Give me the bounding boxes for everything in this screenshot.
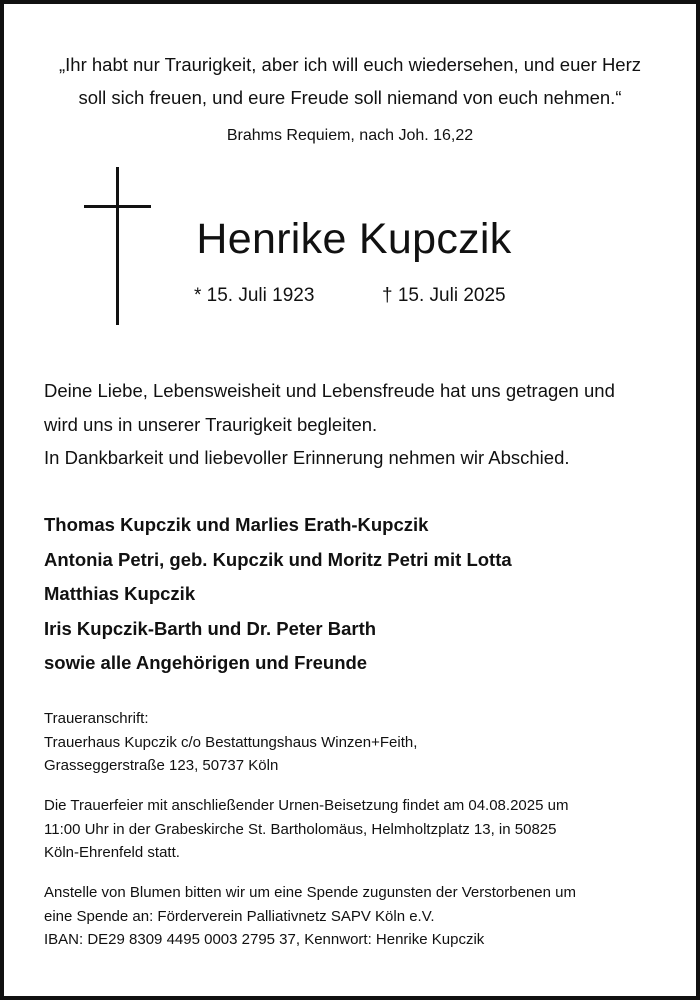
farewell-message (44, 374, 657, 475)
quote-source: Brahms Requiem, nach Joh. 16,22 (226, 127, 474, 144)
funeral-ceremony-info (44, 794, 666, 865)
cross-horizontal-bar (84, 205, 151, 208)
donation-line-2: eine Spende an: Förderverein Palliativnetz SAPV Köln e.V. (44, 907, 435, 925)
mourner-name: Iris Kupczik-Barth und Dr. Peter Barth (44, 617, 377, 639)
donation-line-3: IBAN: DE29 8309 4495 0003 2795 37, Kennwort: Henrike Kupczik (44, 931, 485, 948)
mourner-name: Thomas Kupczik und Marlies Erath-Kupczik (44, 514, 429, 535)
quote-line-2: soll sich freuen, und eure Freude soll niemand von euch nehmen.“ (78, 87, 622, 108)
death-date: † 15. Juli 2025 (382, 285, 506, 306)
deceased-name: Henrike Kupczik (196, 215, 512, 263)
address-line-1: Trauerhaus Kupczik c/o Bestattungshaus Winzen+Feith, (44, 733, 418, 751)
mourner-name: sowie alle Angehörigen und Freunde (44, 652, 368, 673)
mourner-name: Antonia Petri, geb. Kupczik und Moritz Petri mit Lotta (44, 548, 512, 570)
bible-quote (24, 48, 676, 114)
ceremony-line-3: Köln-Ehrenfeld statt. (44, 844, 180, 861)
mourner-name: Matthias Kupczik (44, 583, 196, 604)
quote-line-1: „Ihr habt nur Traurigkeit, aber ich will euch wiedersehen, und euer Herz (58, 54, 642, 75)
mourners-list (44, 508, 666, 681)
donation-line-1: Anstelle von Blumen bitten wir um eine Spende zugunsten der Verstorbenen um (44, 884, 576, 901)
address-label: Traueranschrift: (44, 710, 149, 727)
mourning-address (44, 707, 666, 778)
message-line-3: In Dankbarkeit und liebevoller Erinnerung nehmen wir Abschied. (44, 447, 570, 468)
ceremony-line-1: Die Trauerfeier mit anschließender Urnen-Beisetzung findet am 04.08.2025 um (44, 797, 569, 814)
message-line-2: wird uns in unserer Traurigkeit begleiten. (44, 413, 378, 435)
birth-date: * 15. Juli 1923 (194, 285, 315, 306)
ceremony-line-2: 11:00 Uhr in der Grabeskirche St. Bartholomäus, Helmholtzplatz 13, in 50825 (44, 820, 557, 838)
donation-info (44, 881, 666, 952)
message-line-1: Deine Liebe, Lebensweisheit und Lebensfreude hat uns getragen und (44, 380, 615, 401)
address-line-2: Grasseggerstraße 123, 50737 Köln (44, 757, 279, 774)
